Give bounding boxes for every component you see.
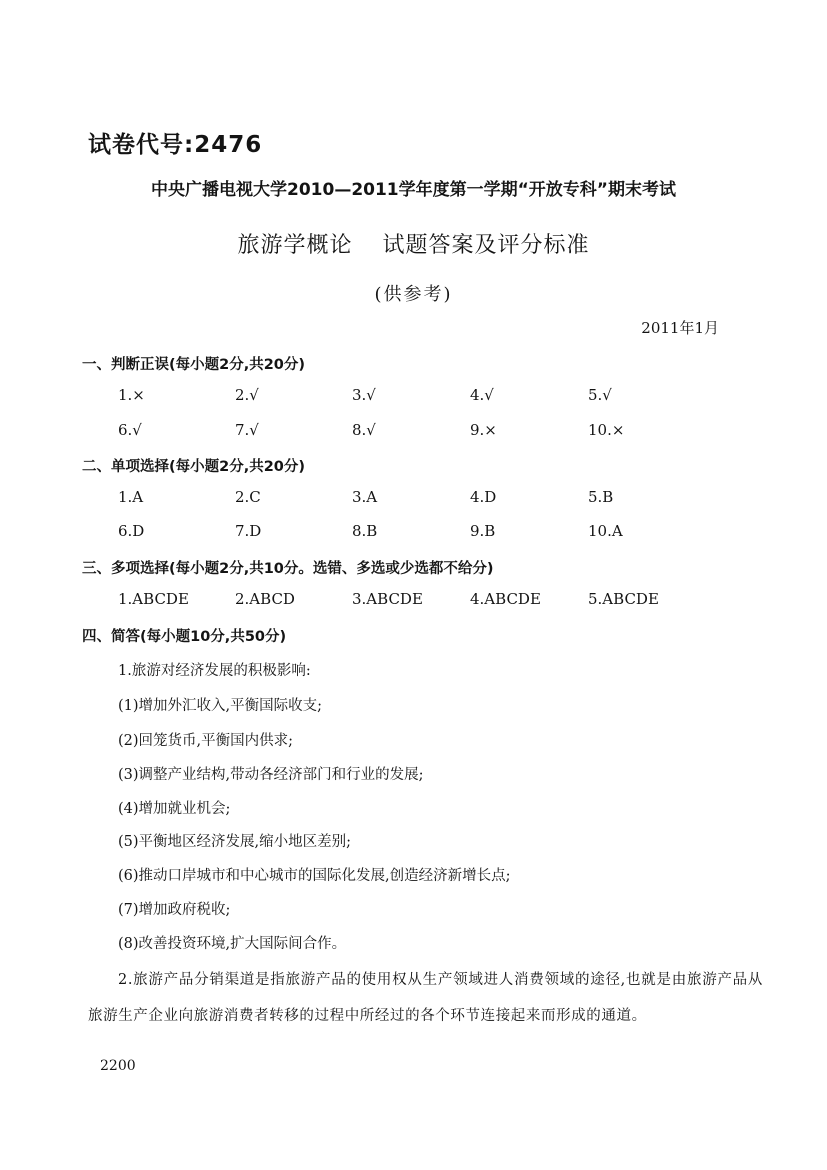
reference-note: (供参考) bbox=[374, 284, 453, 305]
answer-item: 5.√ bbox=[588, 386, 612, 404]
exam-date: 2011年1月 bbox=[641, 319, 719, 337]
answer-item: 8.√ bbox=[352, 421, 376, 439]
section-1-heading: 一、判断正误(每小题2分,共20分) bbox=[82, 357, 306, 373]
answer-item: 7.D bbox=[235, 522, 262, 540]
answer-item: 3.√ bbox=[352, 386, 376, 404]
answer-item: 6.D bbox=[118, 522, 145, 540]
question-1-heading: 1.旅游对经济发展的积极影响: bbox=[118, 663, 311, 679]
section-3-answers-row-1 bbox=[118, 590, 718, 612]
section-3-heading: 三、多项选择(每小题2分,共10分。选错、多选或少选都不给分) bbox=[82, 561, 494, 577]
answer-item: 7.√ bbox=[235, 421, 259, 439]
answer-item: 4.ABCDE bbox=[470, 590, 541, 608]
answer-item: 6.√ bbox=[118, 421, 142, 439]
section-2-heading: 二、单项选择(每小题2分,共20分) bbox=[82, 459, 306, 475]
page-number: 2200 bbox=[100, 1058, 136, 1074]
paper-code: 试卷代号:2476 bbox=[88, 132, 263, 158]
answer-item: 2.√ bbox=[235, 386, 259, 404]
exam-title: 中央广播电视大学2010—2011学年度第一学期“开放专科”期末考试 bbox=[151, 180, 676, 200]
answer-point: (2)回笼货币,平衡国内供求; bbox=[118, 733, 294, 749]
answer-point: (4)增加就业机会; bbox=[118, 801, 231, 817]
section-2-answers-row-1 bbox=[118, 488, 718, 510]
answer-item: 9.× bbox=[470, 421, 497, 439]
answer-item: 8.B bbox=[352, 522, 378, 540]
answer-item: 3.A bbox=[352, 488, 378, 506]
answer-point: (1)增加外汇收入,平衡国际收支; bbox=[118, 698, 323, 714]
answer-item: 1.× bbox=[118, 386, 145, 404]
answer-item: 4.D bbox=[470, 488, 497, 506]
subject-title-line bbox=[0, 228, 827, 259]
answer-item: 1.ABCDE bbox=[118, 590, 189, 608]
answer-point: (7)增加政府税收; bbox=[118, 902, 231, 918]
section-4-heading: 四、简答(每小题10分,共50分) bbox=[82, 629, 287, 645]
section-1-answers-row-2 bbox=[118, 421, 718, 443]
answer-point: (8)改善投资环境,扩大国际间合作。 bbox=[118, 936, 347, 952]
answer-item: 2.ABCD bbox=[235, 590, 295, 608]
answer-item: 10.× bbox=[588, 421, 625, 439]
answer-item: 5.B bbox=[588, 488, 614, 506]
question-2-answer: 2.旅游产品分销渠道是指旅游产品的使用权从生产领域进人消费领域的途径,也就是由旅游产品从旅游生产企业向旅游消费者转移的过程中所经过的各个环节连接起来而形成的通道。 bbox=[88, 972, 763, 1024]
answer-item: 10.A bbox=[588, 522, 623, 540]
answer-item: 4.√ bbox=[470, 386, 494, 404]
answer-item: 2.C bbox=[235, 488, 261, 506]
answer-item: 3.ABCDE bbox=[352, 590, 423, 608]
answer-point: (6)推动口岸城市和中心城市的国际化发展,创造经济新增长点; bbox=[118, 868, 511, 884]
answer-item: 9.B bbox=[470, 522, 496, 540]
answer-point: (3)调整产业结构,带动各经济部门和行业的发展; bbox=[118, 767, 424, 783]
section-1-answers-row-1 bbox=[118, 386, 718, 408]
answer-item: 1.A bbox=[118, 488, 144, 506]
answer-point: (5)平衡地区经济发展,缩小地区差别; bbox=[118, 834, 352, 850]
answer-key-title: 试题答案及评分标准 bbox=[382, 233, 590, 258]
answer-item: 5.ABCDE bbox=[588, 590, 659, 608]
section-2-answers-row-2 bbox=[118, 522, 718, 544]
subject-name: 旅游学概论 bbox=[237, 233, 353, 258]
